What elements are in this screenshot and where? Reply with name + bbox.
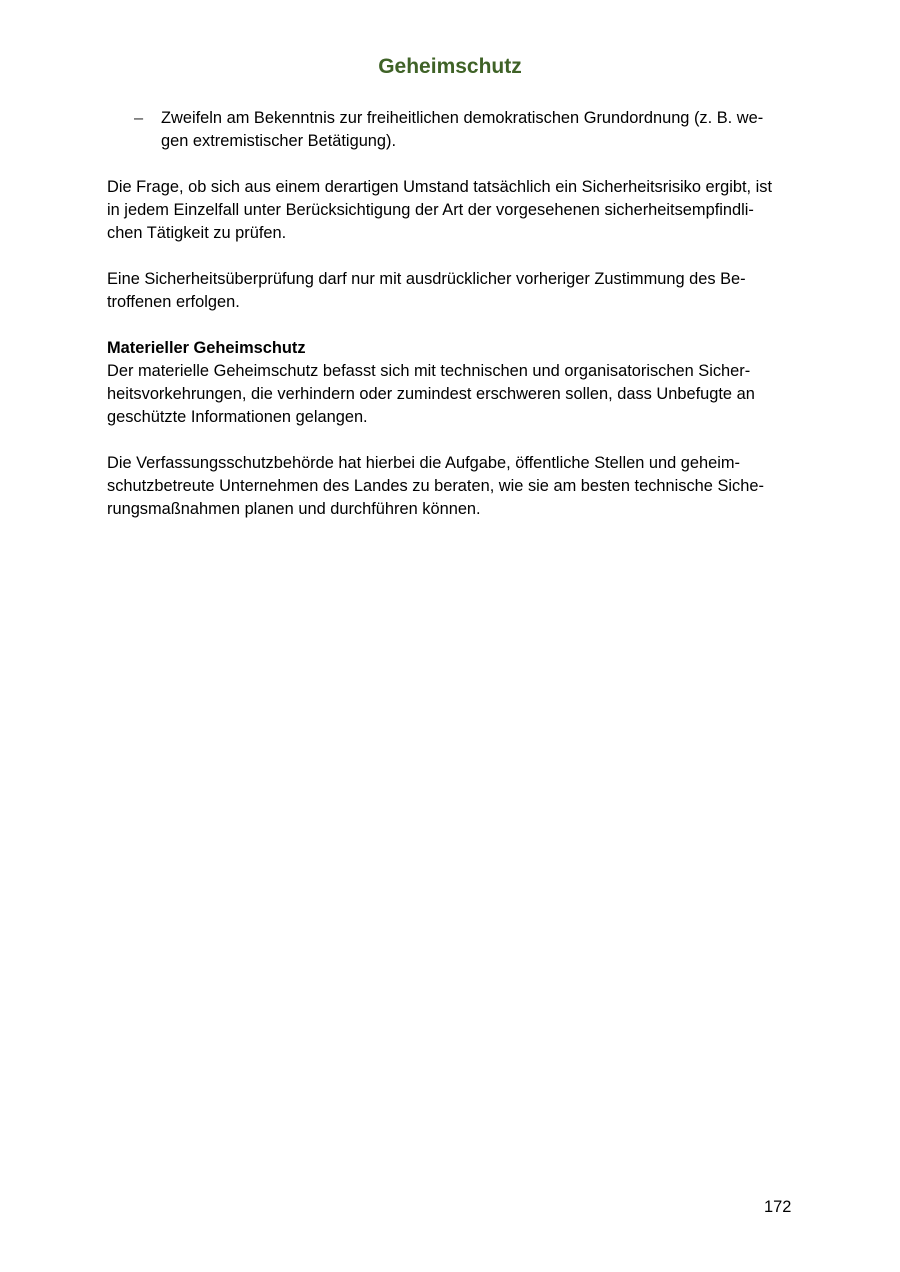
paragraph-line: schutzbetreute Unternehmen des Landes zu beraten, wie sie am besten technische Siche-: [107, 477, 764, 495]
paragraph-line: geschützte Informationen gelangen.: [107, 408, 368, 426]
paragraph-line: rungsmaßnahmen planen und durchführen können.: [107, 500, 481, 518]
bullet-dash: –: [134, 109, 144, 127]
paragraph-consent: [107, 268, 797, 314]
paragraph-line: Der materielle Geheimschutz befasst sich mit technischen und organisatorischen Sicher-: [107, 362, 751, 380]
paragraph-line: Die Verfassungsschutzbehörde hat hierbei die Aufgabe, öffentliche Stellen und geheim-: [107, 454, 740, 472]
paragraph-authority-task: [107, 452, 797, 521]
paragraph-line: in jedem Einzelfall unter Berücksichtigung der Art der vorgesehenen sicherheitsempfindli-: [107, 201, 754, 219]
paragraph-line: Die Frage, ob sich aus einem derartigen Umstand tatsächlich ein Sicherheitsrisiko ergibt, ist: [107, 178, 773, 196]
page-number: 172: [764, 1198, 792, 1216]
document-body: [107, 107, 797, 521]
section-heading: Materieller Geheimschutz: [107, 339, 306, 357]
bullet-line: Zweifeln am Bekenntnis zur freiheitlichen demokratischen Grundordnung (z. B. we-: [161, 109, 764, 127]
paragraph-line: troffenen erfolgen.: [107, 293, 240, 311]
paragraph-risk-assessment: [107, 176, 797, 245]
page-title: Geheimschutz: [378, 55, 522, 78]
paragraph-line: Eine Sicherheitsüberprüfung darf nur mit ausdrücklicher vorheriger Zustimmung des Be-: [107, 270, 746, 288]
bullet-item: [107, 107, 797, 153]
paragraph-material-protection: [107, 337, 797, 429]
paragraph-line: heitsvorkehrungen, die verhindern oder zumindest erschweren sollen, dass Unbefugte an: [107, 385, 755, 403]
paragraph-line: chen Tätigkeit zu prüfen.: [107, 224, 287, 242]
bullet-line: gen extremistischer Betätigung).: [161, 132, 397, 150]
